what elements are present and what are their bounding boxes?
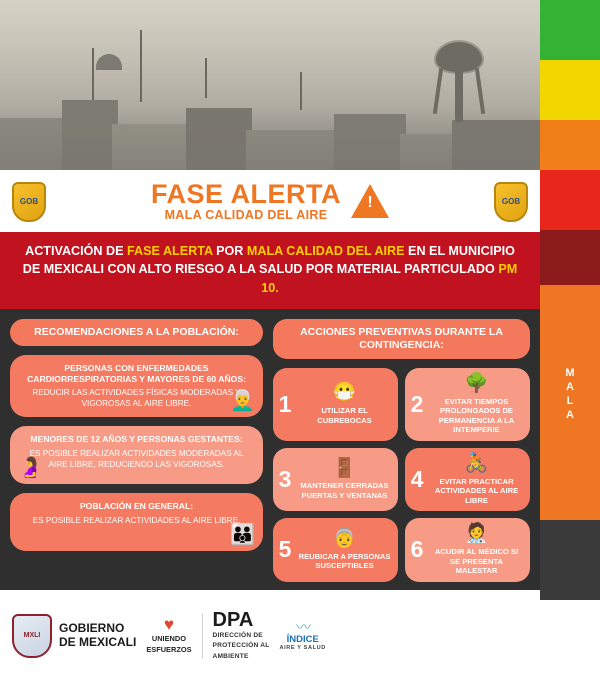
wave-icon: 〰 xyxy=(296,618,310,636)
scale-segment-extremadamente-mala xyxy=(540,230,600,285)
content-area xyxy=(0,309,540,590)
recommendation-detail: REDUCIR LAS ACTIVIDADES FÍSICAS MODERADAS Y VIGOROSAS AL AIRE LIBRE. xyxy=(32,388,241,409)
activation-highlight-fase: FASE ALERTA xyxy=(127,244,213,258)
activation-text-3: EN EL MUNICIPIO DE MEXICALI CON ALTO RIESGO A LA SALUD POR MATERIAL PARTICULADO xyxy=(22,244,515,277)
air-quality-scale xyxy=(540,0,600,600)
footer-divider xyxy=(202,613,203,659)
page-title: FASE ALERTA xyxy=(150,178,341,209)
activation-text-2: POR xyxy=(212,244,247,258)
government-shield-icon: GOB xyxy=(494,182,528,222)
action-number: 6 xyxy=(410,536,424,563)
activation-text-1: ACTIVACIÓN DE xyxy=(25,244,128,258)
haze-bottom-overlay xyxy=(0,110,540,170)
antenna-icon xyxy=(205,58,207,98)
action-text: MANTENER CERRADAS PUERTAS Y VENTANAS xyxy=(300,481,389,500)
activation-highlight-mala: MALA CALIDAD DEL AIRE xyxy=(246,244,405,258)
title-text xyxy=(151,180,341,222)
recommendation-card-2 xyxy=(10,426,263,484)
actions-header: ACCIONES PREVENTIVAS DURANTE LA CONTINGENCIA: xyxy=(273,319,530,359)
warning-triangle-icon xyxy=(351,184,389,218)
action-card-2 xyxy=(405,368,530,441)
recommendations-header: RECOMENDACIONES A LA POBLACIÓN: xyxy=(10,319,263,346)
elderly-person-icon: 👨‍🦳 xyxy=(230,390,256,413)
city-photo-banner xyxy=(0,0,540,170)
recommendation-detail: ES POSIBLE REALIZAR ACTIVIDADES MODERADAS AL AIRE LIBRE, REDUCIENDO LAS VIGOROSAS. xyxy=(29,448,244,469)
dpa-line1: DIRECCIÓN DE xyxy=(212,632,263,640)
action-body xyxy=(429,454,524,505)
antenna-icon xyxy=(300,72,302,110)
indice-title: ÍNDICE xyxy=(286,633,319,645)
title-band xyxy=(0,170,540,232)
mexicali-seal-icon: MXLI xyxy=(12,614,52,658)
gobierno-text xyxy=(59,622,136,650)
action-body xyxy=(429,524,524,575)
dpa-acronym: DPA xyxy=(212,609,254,632)
family-icon: 👪 xyxy=(230,524,256,547)
logo-uniendo-esfuerzos xyxy=(146,616,191,655)
logo-indice-aire-y-salud xyxy=(279,620,325,651)
recommendations-column xyxy=(10,319,263,582)
tree-icon: 🌳 xyxy=(464,373,489,394)
dpa-line2: PROTECCIÓN AL xyxy=(212,642,270,650)
activation-band xyxy=(0,232,540,309)
action-text: ACUDIR AL MÉDICO SI SE PRESENTA MALESTAR xyxy=(434,547,519,576)
action-text: EVITAR TIEMPOS PROLONGADOS DE PERMANENCIA A LA INTEMPERIE xyxy=(438,396,515,435)
action-card-3 xyxy=(273,448,398,511)
recommendation-card-1 xyxy=(10,355,263,417)
logo-gobierno-de-mexicali xyxy=(12,614,136,658)
gobierno-line1: GOBIERNO xyxy=(59,620,125,635)
pregnant-person-icon: 🤰 xyxy=(18,457,43,480)
scale-segment-buena xyxy=(540,0,600,60)
action-card-5 xyxy=(273,518,398,581)
action-number: 4 xyxy=(410,466,424,492)
government-shield-icon: GOB xyxy=(12,182,46,222)
warning-exclamation: ! xyxy=(367,194,373,211)
recommendation-detail: ES POSIBLE REALIZAR ACTIVIDADES AL AIRE LIBRE. xyxy=(32,515,241,525)
actions-column xyxy=(273,319,530,582)
action-body xyxy=(297,383,392,425)
scale-segment-aceptable xyxy=(540,60,600,120)
action-card-4 xyxy=(405,448,530,511)
dpa-line3: AMBIENTE xyxy=(212,652,249,660)
recommendation-title: PERSONAS CON ENFERMEDADES CARDIORRESPIRATORIAS Y MAYORES DE 60 AÑOS: xyxy=(27,362,246,385)
action-body xyxy=(297,529,392,571)
recommendation-card-3 xyxy=(10,493,263,551)
door-icon: 🚪 xyxy=(332,457,357,479)
action-number: 1 xyxy=(278,390,292,417)
action-text: REUBICAR A PERSONAS SUSCEPTIBLES xyxy=(298,551,391,571)
doctor-icon: 🧑‍⚕️ xyxy=(464,523,489,545)
action-card-6 xyxy=(405,518,530,581)
action-number: 5 xyxy=(278,536,292,563)
action-number: 2 xyxy=(410,390,424,417)
action-number: 3 xyxy=(278,466,292,492)
action-body xyxy=(297,459,392,501)
gobierno-line2: DE MEXICALI xyxy=(59,634,137,649)
action-card-1 xyxy=(273,368,398,441)
activation-highlight-pm10: PM 10. xyxy=(261,262,518,295)
face-mask-icon: 😷 xyxy=(332,382,357,404)
footer-logos xyxy=(0,590,540,682)
recommendation-title: MENORES DE 12 AÑOS Y PERSONAS GESTANTES: xyxy=(30,434,243,445)
water-tower-legs-icon xyxy=(430,68,488,108)
page-subtitle: MALA CALIDAD DEL AIRE xyxy=(164,208,328,223)
logo-dpa xyxy=(213,610,270,661)
elderly-couple-icon: 👵 xyxy=(332,527,357,549)
scale-segment-base xyxy=(540,520,600,600)
cyclist-icon: 🚴 xyxy=(464,452,489,474)
action-text: EVITAR PRACTICAR ACTIVIDADES AL AIRE LIBRE xyxy=(434,476,519,505)
scale-label-mala: MALA xyxy=(564,367,576,423)
uniendo-line2: ESFUERZOS xyxy=(146,645,192,655)
indice-subtitle: AIRE Y SALUD xyxy=(279,645,326,652)
scale-segment-mala-naranja xyxy=(540,120,600,170)
actions-grid xyxy=(273,368,530,582)
action-text: UTILIZAR EL CUBREBOCAS xyxy=(317,406,372,425)
uniendo-line1: UNIENDO xyxy=(151,634,186,644)
recommendation-title: POBLACIÓN EN GENERAL: xyxy=(79,501,194,512)
people-heart-icon: ♥ xyxy=(163,615,174,635)
title-row xyxy=(151,180,389,222)
action-body xyxy=(429,374,524,435)
scale-segment-muy-mala xyxy=(540,170,600,230)
antenna-icon xyxy=(140,30,142,102)
antenna-icon xyxy=(92,48,94,100)
